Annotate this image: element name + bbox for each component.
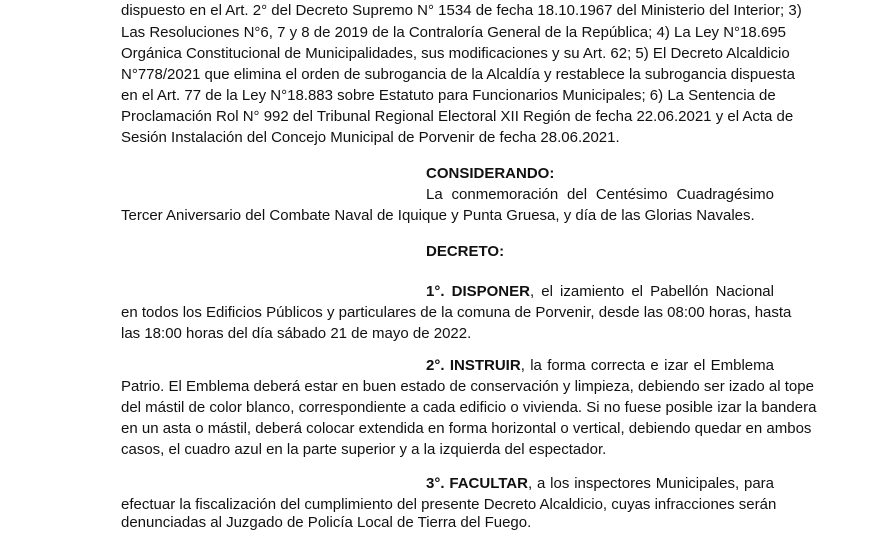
item-3-line: denunciadas al Juzgado de Policía Local de Tierra del Fuego. <box>121 514 532 531</box>
item-3-line: efectuar la fiscalización del cumplimiento del presente Decreto Alcaldicio, cuyas infracciones serán <box>121 496 777 513</box>
item-1-text: , el izamiento el Pabellón Nacional <box>529 283 774 300</box>
considerando-line: La conmemoración del Centésimo Cuadragésimo <box>426 186 774 203</box>
item-2-line: del mástil de color blanco, correspondiente a cada edificio o vivienda. Si no fuese posible izar la bandera <box>121 399 817 416</box>
item-2-line: Patrio. El Emblema deberá estar en buen estado de conservación y limpieza, debiendo ser izado al tope <box>121 378 814 395</box>
item-3-text: , a los inspectores Municipales, para <box>527 475 775 492</box>
body-line: Orgánica Constitucional de Municipalidades, sus modificaciones y su Art. 62; 5) El Decreto Alcaldicio <box>121 45 790 62</box>
item-1-line: en todos los Edificios Públicos y particulares de la comuna de Porvenir, desde las 08:00 horas, hasta <box>121 304 792 321</box>
body-line: N°778/2021 que elimina el orden de subrogancia de la Alcaldía y restablece la subrogancia dispuesta <box>121 66 795 83</box>
considerando-heading: CONSIDERANDO: <box>426 165 555 182</box>
item-1-label: 1°. DISPONER <box>426 283 530 300</box>
item-3-line <box>426 473 774 494</box>
item-2-line <box>426 355 774 376</box>
body-line: Las Resoluciones N°6, 7 y 8 de 2019 de la Contraloría General de la República; 4) La Ley N°18.695 <box>121 24 786 41</box>
body-line: dispuesto en el Art. 2° del Decreto Supremo N° 1534 de fecha 18.10.1967 del Ministerio del Interior; 3) <box>121 2 802 19</box>
item-3-label: 3°. FACULTAR <box>426 475 528 492</box>
body-line: Proclamación Rol N° 992 del Tribunal Regional Electoral XII Región de fecha 22.06.2021 y el Acta de <box>121 108 794 125</box>
item-2-text: , la forma correcta e izar el Emblema <box>520 357 774 374</box>
body-line: Sesión Instalación del Concejo Municipal de Porvenir de fecha 28.06.2021. <box>121 129 620 146</box>
item-2-line: casos, el cuadro azul en la parte superior y a la izquierda del espectador. <box>121 441 607 458</box>
considerando-line: Tercer Aniversario del Combate Naval de Iquique y Punta Gruesa, y día de las Glorias Navales. <box>121 207 755 224</box>
item-1-line <box>426 281 774 302</box>
decreto-heading: DECRETO: <box>426 243 505 260</box>
item-1-line: las 18:00 horas del día sábado 21 de mayo de 2022. <box>121 325 472 342</box>
item-2-line: en un asta o mástil, deberá colocar extendida en forma horizontal o vertical, debiendo quedar en ambos <box>121 420 812 437</box>
body-line: en el Art. 77 de la Ley N°18.883 sobre Estatuto para Funcionarios Municipales; 6) La Sentencia de <box>121 87 776 104</box>
item-2-label: 2°. INSTRUIR <box>426 357 521 374</box>
